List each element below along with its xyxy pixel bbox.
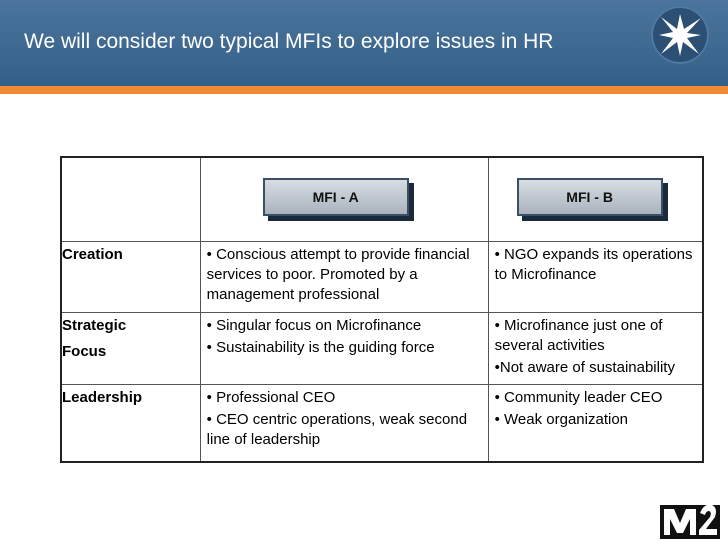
empty-header-cell: [61, 157, 200, 242]
mfi-b-label: MFI - B: [517, 178, 663, 216]
header-cell-mfi-b: [488, 157, 703, 242]
cell-leadership-mfi-b: [488, 385, 703, 463]
cell-bullet: • Weak organization: [494, 411, 629, 428]
table-row: [61, 385, 703, 463]
label-line: Strategic: [62, 317, 127, 334]
cell-bullet: • Sustainability is the guiding force: [206, 339, 435, 356]
cell-bullet: • Conscious attempt to provide financial services to poor. Promoted by a management professional: [206, 246, 470, 303]
comparison-table: [60, 156, 704, 463]
mfi-b-header-badge: [517, 178, 667, 218]
mfi-a-label: MFI - A: [263, 178, 409, 216]
header-cell-mfi-a: [200, 157, 488, 242]
row-label-creation: Creation: [61, 242, 200, 313]
label-line: Focus: [62, 343, 107, 360]
cell-strategic-mfi-b: [488, 313, 703, 385]
cell-bullet: • Professional CEO: [206, 389, 336, 406]
cell-creation-mfi-a: [200, 242, 488, 313]
star-logo-icon: [651, 6, 709, 64]
cell-bullet: • Microfinance just one of several activities: [494, 317, 663, 354]
table-header-row: [61, 157, 703, 242]
accent-strip: [0, 86, 728, 94]
row-label-strategic-focus: [61, 313, 200, 385]
slide-title: We will consider two typical MFIs to explore issues in HR: [24, 30, 554, 53]
row-label-leadership: Leadership: [61, 385, 200, 463]
m2-logo-icon: [660, 497, 720, 539]
cell-bullet: • Singular focus on Microfinance: [206, 317, 422, 334]
cell-strategic-mfi-a: [200, 313, 488, 385]
cell-bullet: • Community leader CEO: [494, 389, 663, 406]
mfi-a-header-badge: [263, 178, 413, 218]
cell-creation-mfi-b: [488, 242, 703, 313]
cell-bullet: • CEO centric operations, weak second line of leadership: [206, 411, 468, 448]
cell-bullet: •Not aware of sustainability: [494, 359, 675, 376]
table-row: [61, 242, 703, 313]
cell-leadership-mfi-a: [200, 385, 488, 463]
cell-bullet: • NGO expands its operations to Microfinance: [494, 246, 693, 283]
table-row: [61, 313, 703, 385]
